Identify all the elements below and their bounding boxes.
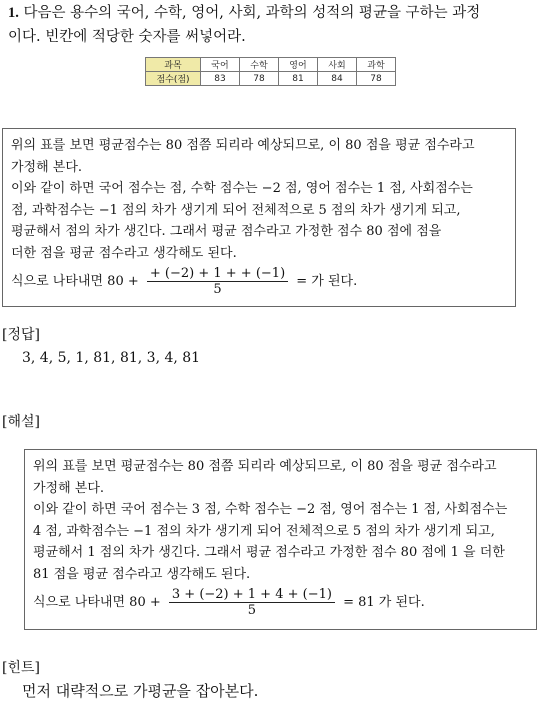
- formula-suffix: = 가 된다.: [296, 274, 358, 289]
- answer-label: [정답]: [2, 327, 40, 343]
- explanation-line: 가정해 본다.: [33, 480, 105, 496]
- question-number: 1.: [8, 5, 19, 21]
- explanation-line: 위의 표를 보면 평균점수는 80 점쯤 되리라 예상되므로, 이 80 점을 평균 점수라고: [33, 459, 497, 474]
- table-cell: 83: [201, 72, 240, 86]
- question-line-1: [8, 3, 480, 23]
- explanation-line: 4 점, 과학점수는 −1 점의 차가 생기게 되어 전체적으로 5 점의 차가 생기게 되고,: [33, 523, 495, 539]
- problem-line: 평균해서 점의 차가 생긴다. 그래서 평균 점수라고 가정한 점수 80 점에 점을: [11, 224, 442, 239]
- formula-denominator: 5: [247, 603, 257, 618]
- question-line-2: 이다. 빈칸에 적당한 숫자를 써넣어라.: [8, 29, 246, 45]
- score-table-header-row: [146, 58, 396, 72]
- problem-line: 이와 같이 하면 국어 점수는 점, 수학 점수는 −2 점, 영어 점수는 1 점, 사회점수는: [11, 181, 473, 196]
- formula-prefix: 식으로 나타내면 80 +: [33, 595, 161, 610]
- explanation-line: 평균해서 1 점의 차가 생긴다. 그래서 평균 점수라고 가정한 점수 80 점에 1 을 더한: [33, 545, 505, 560]
- formula-numerator: + (−2) + 1 + + (−1): [147, 266, 288, 282]
- formula-suffix: = 81 가 된다.: [343, 595, 425, 610]
- table-header-cell: 국어: [201, 58, 240, 72]
- formula-fraction: [147, 266, 288, 297]
- explanation-formula: [33, 587, 528, 618]
- formula-prefix: 식으로 나타내면 80 +: [11, 274, 139, 289]
- table-cell: 78: [240, 72, 279, 86]
- table-cell: 84: [318, 72, 357, 86]
- table-header-cell: 영어: [279, 58, 318, 72]
- table-header-cell: 과목: [146, 58, 201, 72]
- explanation-line: 81 점을 평균 점수라고 생각해도 된다.: [33, 566, 251, 582]
- problem-line: 점, 과학점수는 −1 점의 차가 생기게 되어 전체적으로 5 점의 차가 생기게 되고,: [11, 202, 461, 218]
- problem-formula: [11, 266, 507, 297]
- table-row-label: 점수(점): [146, 72, 201, 86]
- hint-text: 먼저 대략적으로 가평균을 잡아본다.: [22, 682, 259, 700]
- table-cell: 78: [357, 72, 396, 86]
- answer-text: 3, 4, 5, 1, 81, 81, 3, 4, 81: [22, 350, 201, 366]
- score-table: [145, 57, 396, 86]
- table-header-cell: 수학: [240, 58, 279, 72]
- problem-line: 위의 표를 보면 평균점수는 80 점쯤 되리라 예상되므로, 이 80 점을 평균 점수라고: [11, 138, 475, 153]
- problem-line: 더한 점을 평균 점수라고 생각해도 된다.: [11, 245, 237, 261]
- table-header-cell: 과학: [357, 58, 396, 72]
- formula-fraction: [169, 587, 335, 618]
- problem-line: 가정해 본다.: [11, 159, 83, 175]
- table-header-cell: 사회: [318, 58, 357, 72]
- formula-denominator: 5: [213, 282, 222, 297]
- hint-label: [힌트]: [2, 660, 40, 676]
- explanation-line: 이와 같이 하면 국어 점수는 3 점, 수학 점수는 −2 점, 영어 점수는 1 점, 사회점수는: [33, 502, 508, 517]
- score-table-value-row: [146, 72, 396, 86]
- problem-box: [2, 128, 516, 307]
- explanation-label: [해설]: [2, 414, 40, 430]
- formula-numerator: 3 + (−2) + 1 + 4 + (−1): [169, 587, 335, 603]
- table-cell: 81: [279, 72, 318, 86]
- explanation-box: [24, 449, 537, 630]
- question-text-1: 다음은 용수의 국어, 수학, 영어, 사회, 과학의 성적의 평균을 구하는 과정: [23, 5, 481, 21]
